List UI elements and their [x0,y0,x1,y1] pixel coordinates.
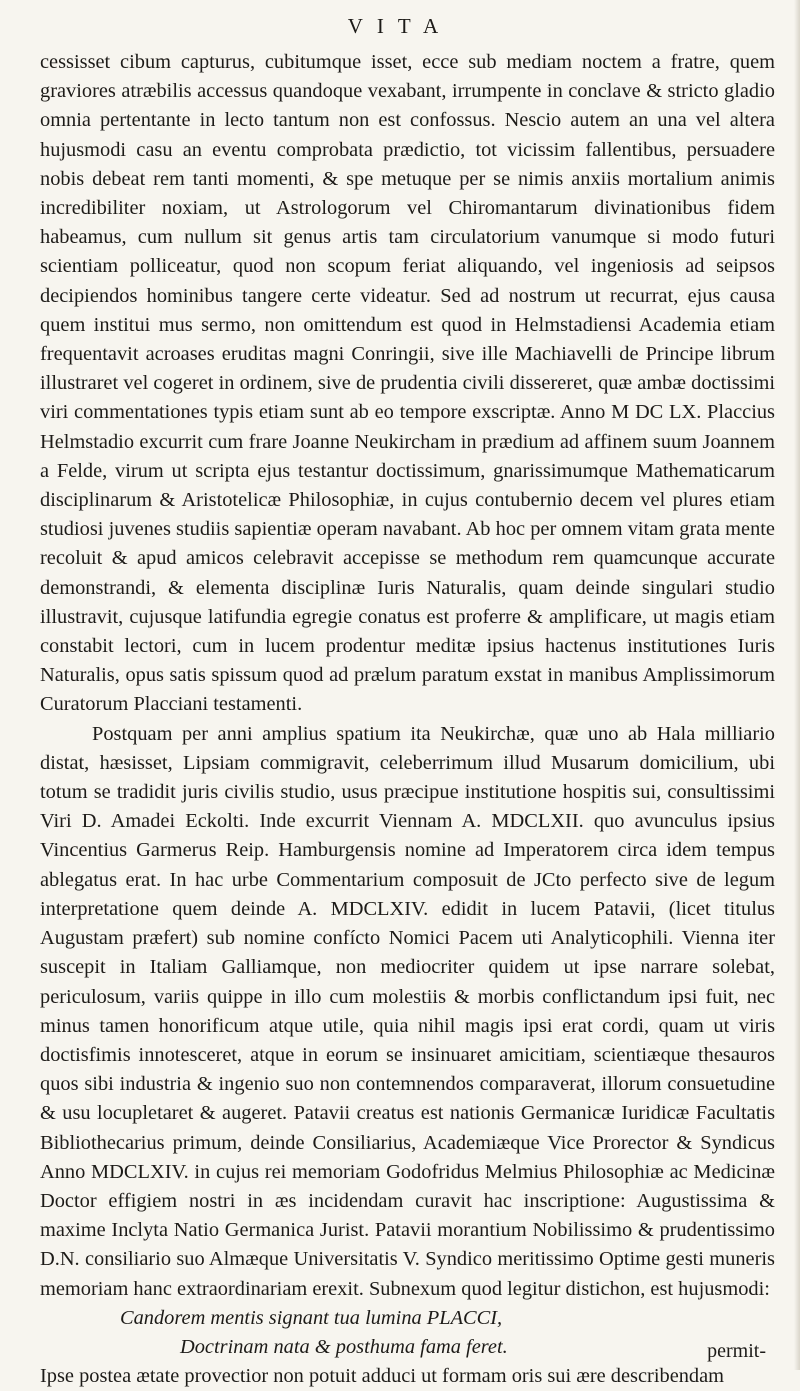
distich-line-2: Doctrinam nata & posthuma fama feret. [180,1335,508,1358]
body-text [40,48,775,1391]
paragraph-1: cessisset cibum capturus, cubitumque isset, ecce sub mediam noctem a fratre, quem graviores atræbilis accessus quandoque vexabant, irrumpente in conclave & stricto gladio omnia pertentante in lecto tantum non est confossus. Nescio autem an una vel altera hujusmodi casu an eventu comprobata prædictio, tot vicissim fallentibus, persuadere nobis debeat rem tanti momenti, & spe metuque per se nimis anxiis mortalium animis incredibiliter noxiam, ut Astrologorum vel Chiromantarum divinationibus fidem habeamus, cum nullum sit genus artis tam circulatorium vanumque si modo futuri scientiam polliceatur, quod non scopum feriat aliquando, vel ingeniosis ad seipsos decipiendos hominibus tangere certe videatur. Sed ad nostrum ut recurrat, ejus causa quem institui mus sermo, non omittendum est quod in Helmstadiensi Academia etiam frequentavit acroases eruditas magni Conringii, sive ille Machiavelli de Principe librum illustraret vel cogeret in ordinem, sive de prudentia civili dissereret, quæ ambæ doctissimi viri commentationes typis etiam sunt ab eo tempore exscriptæ. Anno M DC LX. Placcius Helmstadio excurrit cum frare Joanne Neukircham in prædium ad affinem suum Joannem a Felde, virum ut scripta ejus testantur doctissimum, gnarissimumque Mathematicarum disciplinarum & Aristotelicæ Philosophiæ, in cujus contubernio decem vel plures etiam studiosi juvenes studiis sapientiæ operam navabant. Ab hoc per omnem vitam grata mente recoluit & apud amicos celebravit accepisse se methodum rem quamcunque accurate demonstrandi, & elementa disciplinæ Iuris Naturalis, quam deinde singulari studio illustravit, cujusque latifundia egregie conatus est proferre & amplificare, ut magis etiam constabit lectori, cum in lucem prodentur meditæ ipsius hactenus institutiones Iuris Naturalis, opus satis spissum quod ad prælum paratum exstat in manibus Amplissimorum Curatorum Placciani testamenti. [40,51,775,716]
running-head: VITA [347,14,453,38]
paragraph-2: Postquam per anni amplius spatium ita Neukirchæ, quæ uno ab Hala milliario distat, hæsisset, Lipsiam commigravit, celeberrimum illud Musarum domicilium, ubi totum se tradidit juris civilis studio, usus præcipue institutione hospitis sui, consultissimi Viri D. Amadei Eckolti. Inde excurrit Viennam A. MDCLXII. quo avunculus ipsius Vincentius Garmerus Reip. Hamburgensis nomine ad Imperatorem circa idem tempus ablegatus erat. In hac urbe Commentarium composuit de JCto perfecto sive de legum interpretatione quem deinde A. MDCLXIV. edidit in lucem Patavii, (licet titulus Augustam præfert) sub nomine confícto Nomici Pacem uti Analyticophili. Vienna iter suscepit in Italiam Galliamque, non mediocriter quidem ut ipse narrare solebat, periculosum, variis quippe in illo cum molestiis & morbis conflictandum ipsi fuit, nec minus tamen honorificum atque utile, quia nihil magis ipsi erat cordi, quam ut viris doctisfimis innotesceret, atque in eorum se insinuaret amicitiam, scientiæque thesauros quos sibi industria & ingenio suo non contemnendos comparaverat, illorum consuetudine & usu locupletaret & augeret. Patavii creatus est nationis Germanicæ Iuridicæ Facultatis Bibliothecarius primum, deinde Consiliarius, Academiæque Vice Prorector & Syndicus Anno MDCLXIV. in cujus rei memoriam Godofridus Melmius Philosophiæ ac Medicinæ Doctor effigiem nostri in æs incidendam curavit hac inscriptione: Augustissima & maxime Inclyta Natio Germanica Jurist. Patavii morantium Nobilissimo & prudentissimo D.N. consiliario suo Almæque Universitatis V. Syndico meritissimo Optime gesti muneris memoriam hanc extraordinariam erexit. Subnexum quod legitur distichon, est hujusmodi: [40,722,775,1300]
page-edge-shadow [794,0,800,1370]
distich-line-1: Candorem mentis signant tua lumina PLACCI, [120,1306,503,1329]
closing-line: Ipse postea ætate provectior non potuit adduci ut formam oris sui ære describendam [40,1365,725,1388]
catchword: permit- [707,1340,766,1362]
